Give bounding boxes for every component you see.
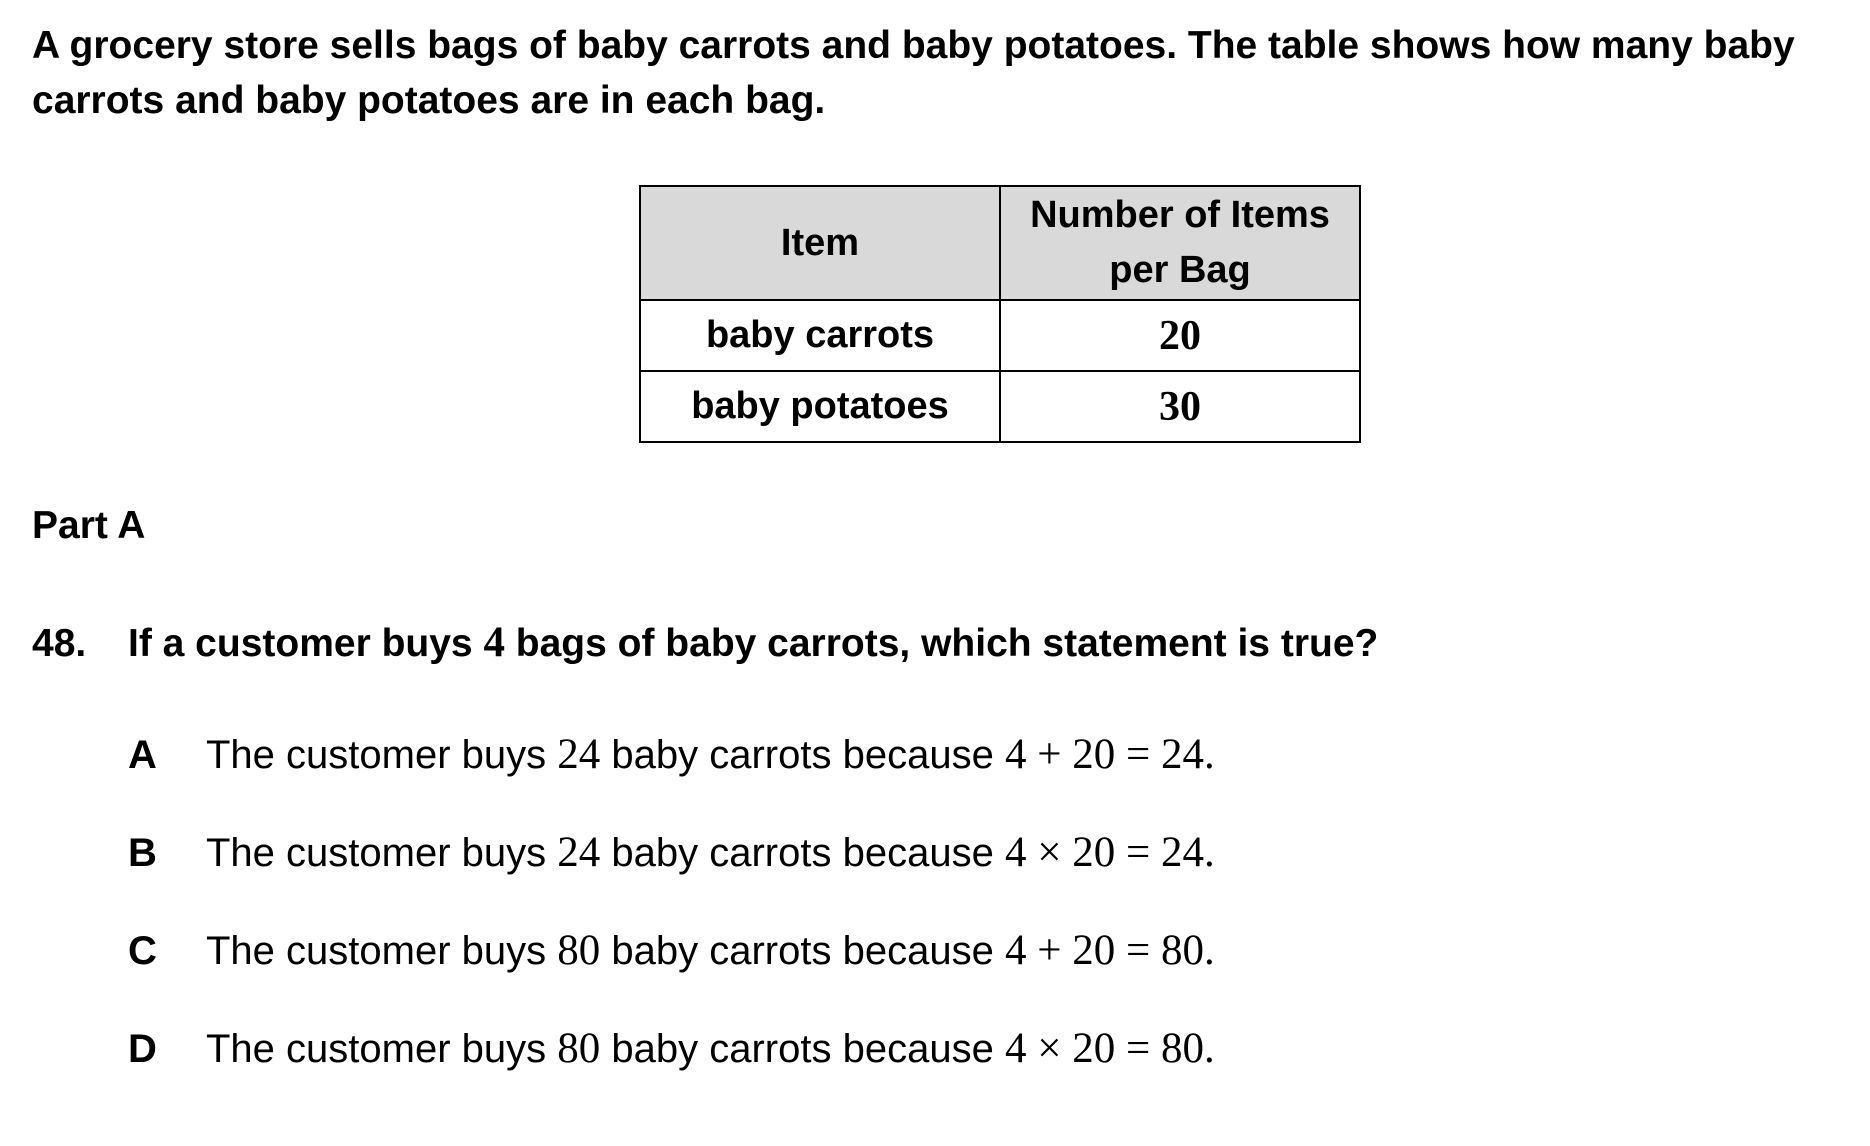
question-math: 4: [483, 619, 505, 666]
choice-d[interactable]: [128, 1024, 1215, 1073]
item-cell: baby carrots: [640, 300, 1000, 371]
count-cell: 20: [1000, 300, 1360, 371]
choice-equation: 4 × 20 = 80.: [1004, 1025, 1215, 1072]
question: [32, 618, 1378, 667]
part-label: Part A: [32, 504, 146, 547]
choice-prefix: The customer buys: [206, 929, 547, 973]
choice-amount: 24: [557, 731, 601, 778]
choice-prefix: The customer buys: [206, 831, 547, 875]
choice-prefix: The customer buys: [206, 733, 547, 777]
choice-equation: 4 × 20 = 24.: [1004, 829, 1215, 876]
choice-a[interactable]: [128, 730, 1215, 779]
choice-b[interactable]: [128, 828, 1215, 877]
table-row: [640, 371, 1360, 442]
choice-c[interactable]: [128, 926, 1215, 975]
choice-letter: B: [128, 831, 157, 875]
table-header-row: [640, 186, 1360, 300]
choice-middle: baby carrots because: [611, 1027, 994, 1071]
question-number: 48.: [32, 622, 87, 665]
problem-intro: A grocery store sells bags of baby carrots and baby potatoes. The table shows how many baby carrots and baby potatoes are in each bag.: [32, 24, 1795, 122]
choice-middle: baby carrots because: [611, 831, 994, 875]
choice-equation: 4 + 20 = 24.: [1004, 731, 1215, 778]
items-per-bag-table: [639, 185, 1361, 443]
item-cell: baby potatoes: [640, 371, 1000, 442]
choice-middle: baby carrots because: [611, 929, 994, 973]
choice-amount: 80: [557, 927, 601, 974]
choice-middle: baby carrots because: [611, 733, 994, 777]
table-row: [640, 300, 1360, 371]
choice-letter: C: [128, 929, 157, 973]
header-item: Item: [640, 186, 1000, 300]
choice-letter: D: [128, 1027, 157, 1071]
choice-amount: 24: [557, 829, 601, 876]
count-cell: 30: [1000, 371, 1360, 442]
choice-letter: A: [128, 733, 157, 777]
question-text-after: bags of baby carrots, which statement is true?: [515, 622, 1379, 665]
choice-amount: 80: [557, 1025, 601, 1072]
header-number-per-bag: Number of Items per Bag: [1000, 186, 1360, 300]
choice-equation: 4 + 20 = 80.: [1004, 927, 1215, 974]
choice-prefix: The customer buys: [206, 1027, 547, 1071]
question-text-before: If a customer buys: [128, 622, 473, 665]
